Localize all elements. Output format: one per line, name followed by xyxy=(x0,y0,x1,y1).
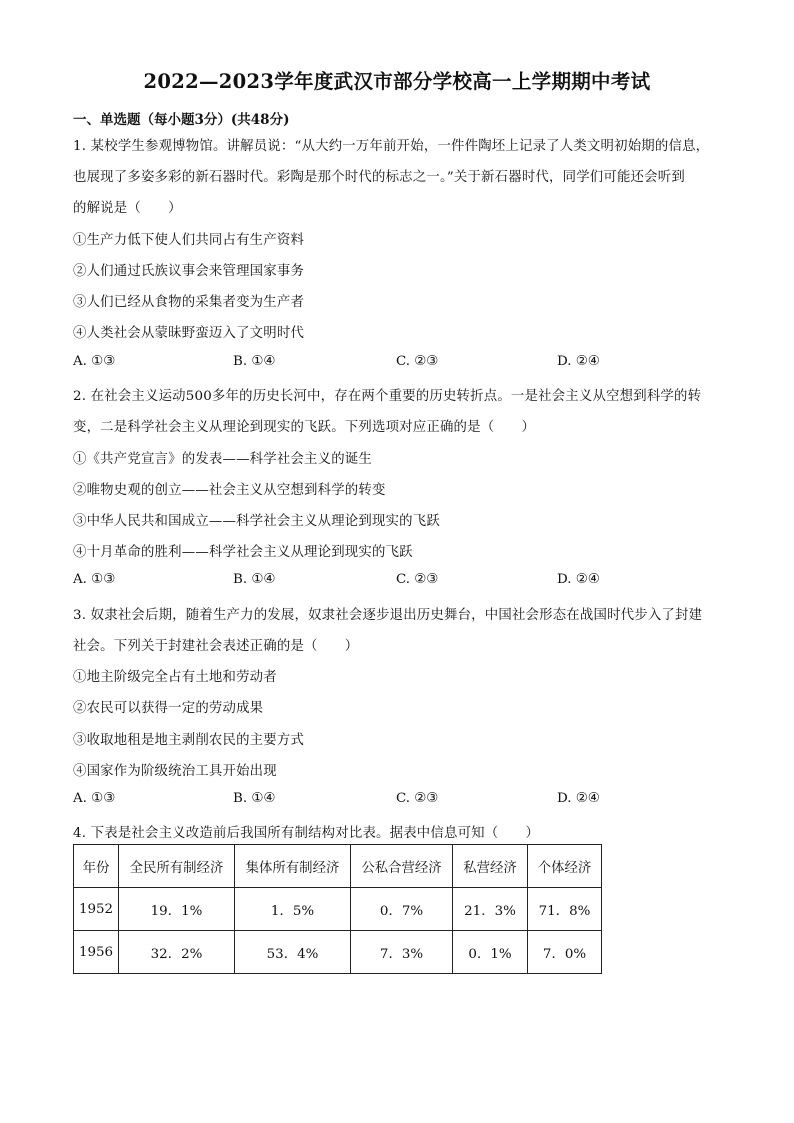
table-header-row xyxy=(74,845,602,888)
section-heading: 一、单选题（每小题3分）(共48分) xyxy=(73,112,290,128)
q1-choice-c: C. ②③ xyxy=(396,354,439,369)
q2-choice-b: B. ①④ xyxy=(233,572,276,587)
q3-choice-b: B. ①④ xyxy=(233,791,276,806)
q1-item-3: ③人们已经从食物的采集者变为生产者 xyxy=(73,295,305,310)
table-cell: 7．0% xyxy=(528,931,602,974)
table-cell: 1956 xyxy=(74,931,119,974)
table-cell: 0．7% xyxy=(351,888,453,931)
table-cell: 1952 xyxy=(74,888,119,931)
table-header-cell: 私营经济 xyxy=(453,845,528,888)
q1-choice-d: D. ②④ xyxy=(557,354,600,369)
table-cell: 53．4% xyxy=(235,931,351,974)
q2-choice-a: A. ①③ xyxy=(73,572,116,587)
q3-stem-line-1: 3. 奴隶社会后期，随着生产力的发展，奴隶社会逐步退出历史舞台，中国社会形态在战国时代步入了封建 xyxy=(73,608,703,623)
table-header-cell: 集体所有制经济 xyxy=(235,845,351,888)
table-cell: 19．1% xyxy=(119,888,235,931)
q2-item-1: ①《共产党宣言》的发表——科学社会主义的诞生 xyxy=(73,452,372,467)
q2-item-3: ③中华人民共和国成立——科学社会主义从理论到现实的飞跃 xyxy=(73,514,440,529)
table-header-cell: 公私合营经济 xyxy=(351,845,453,888)
q1-choice-b: B. ①④ xyxy=(233,354,276,369)
q1-choice-a: A. ①③ xyxy=(73,354,116,369)
table-cell: 21．3% xyxy=(453,888,528,931)
q1-item-4: ④人类社会从蒙昧野蛮迈入了文明时代 xyxy=(73,326,305,341)
q2-item-4: ④十月革命的胜利——科学社会主义从理论到现实的飞跃 xyxy=(73,545,413,560)
q1-stem-line-3: 的解说是（ ） xyxy=(73,201,182,216)
q3-choice-c: C. ②③ xyxy=(396,791,439,806)
table-cell: 1．5% xyxy=(235,888,351,931)
q2-choice-d: D. ②④ xyxy=(557,572,600,587)
q4-stem-line-1: 4. 下表是社会主义改造前后我国所有制结构对比表。据表中信息可知（ ） xyxy=(73,826,540,841)
q1-stem-line-1: 1. 某校学生参观博物馆。讲解员说：“从大约一万年前开始，一件件陶坯上记录了人类文明初始期的信息， xyxy=(73,139,710,154)
q3-item-3: ③收取地租是地主剥削农民的主要方式 xyxy=(73,733,305,748)
q1-stem-line-2: 也展现了多姿多彩的新石器时代。彩陶是那个时代的标志之一。”关于新石器时代，同学们可能还会听到 xyxy=(73,170,685,185)
q2-stem-line-1: 2. 在社会主义运动500多年的历史长河中，存在两个重要的历史转折点。一是社会主义从空想到科学的转 xyxy=(73,389,702,404)
q2-item-2: ②唯物史观的创立——社会主义从空想到科学的转变 xyxy=(73,483,386,498)
table-cell: 7．3% xyxy=(351,931,453,974)
q2-stem-line-2: 变，二是科学社会主义从理论到现实的飞跃。下列选项对应正确的是（ ） xyxy=(73,420,536,435)
q3-choice-d: D. ②④ xyxy=(557,791,600,806)
ownership-structure-table xyxy=(73,844,602,974)
q3-item-2: ②农民可以获得一定的劳动成果 xyxy=(73,701,264,716)
table-cell: 32．2% xyxy=(119,931,235,974)
q1-item-2: ②人们通过氏族议事会来管理国家事务 xyxy=(73,264,305,279)
q3-stem-line-2: 社会。下列关于封建社会表述正确的是（ ） xyxy=(73,639,359,654)
q3-item-1: ①地主阶级完全占有土地和劳动者 xyxy=(73,670,277,685)
table-row xyxy=(74,888,602,931)
table-row xyxy=(74,931,602,974)
table-cell: 71．8% xyxy=(528,888,602,931)
table-header-cell: 个体经济 xyxy=(528,845,602,888)
q1-item-1: ①生产力低下使人们共同占有生产资料 xyxy=(73,233,305,248)
table-cell: 0．1% xyxy=(453,931,528,974)
q3-item-4: ④国家作为阶级统治工具开始出现 xyxy=(73,764,277,779)
table-header-cell: 全民所有制经济 xyxy=(119,845,235,888)
page-title: 2022—2023学年度武汉市部分学校高一上学期期中考试 xyxy=(143,70,651,93)
table-header-cell: 年份 xyxy=(74,845,119,888)
q2-choice-c: C. ②③ xyxy=(396,572,439,587)
q3-choice-a: A. ①③ xyxy=(73,791,116,806)
